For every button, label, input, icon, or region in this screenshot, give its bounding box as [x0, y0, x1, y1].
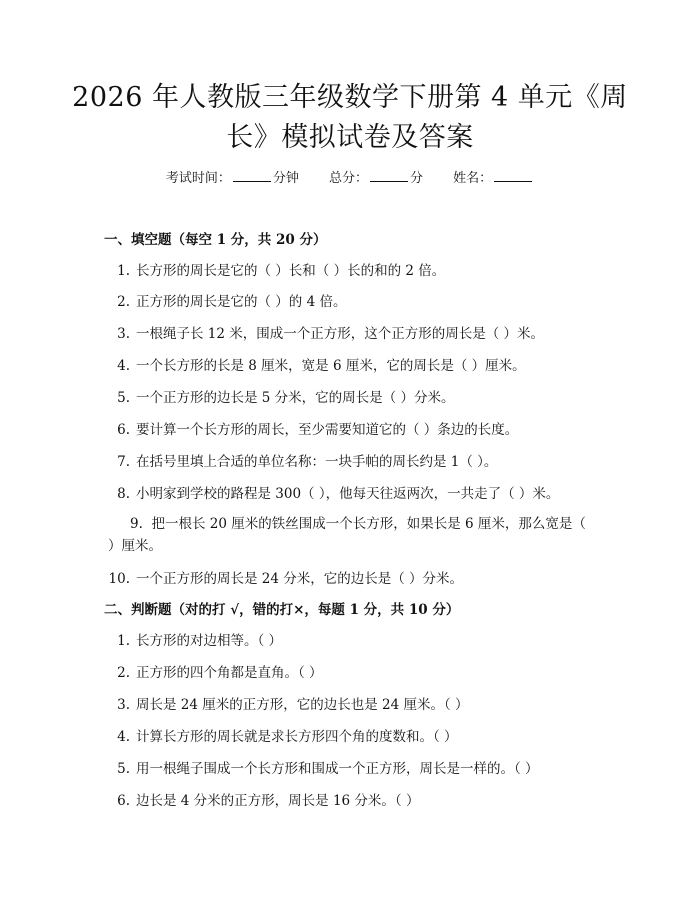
- question-number: 3.: [117, 326, 130, 342]
- name-label: 姓名：: [453, 171, 493, 186]
- page-title: [60, 78, 640, 158]
- question-number: 5.: [117, 390, 130, 406]
- question-text: 正方形的周长是它的（ ）的 4 倍。: [136, 294, 347, 310]
- question-number: 2.: [117, 294, 130, 310]
- question-text: 把一根长 20 厘米的铁丝围成一个长方形，如果长是 6 厘米，那么宽是（ ）厘米。: [108, 516, 586, 554]
- question-item-wrapped: [108, 513, 586, 557]
- question-number: 5.: [117, 761, 130, 777]
- question-text: 一个正方形的边长是 5 分米，它的周长是（ ）分米。: [136, 390, 455, 406]
- section-heading-true-false: 二、判断题（对的打 √，错的打×，每题 1 分，共 10 分）: [104, 602, 460, 618]
- section-heading-fill-in: 一、填空题（每空 1 分，共 20 分）: [104, 232, 327, 248]
- question-text: 长方形的对边相等。（ ）: [136, 633, 283, 649]
- question-text: 正方形的四个角都是直角。（ ）: [136, 665, 323, 681]
- score-unit: 分: [410, 171, 424, 186]
- title-line-1: 2026 年人教版三年级数学下册第 4 单元《周: [72, 82, 628, 113]
- question-number: 7.: [117, 454, 130, 470]
- question-text: 周长是 24 厘米的正方形，它的边长也是 24 厘米。（ ）: [136, 697, 469, 713]
- question-number: 1.: [117, 263, 130, 279]
- question-number: 10.: [108, 571, 130, 587]
- question-text: 一个正方形的周长是 24 分米，它的边长是（ ）分米。: [136, 571, 464, 587]
- question-number: 4.: [117, 729, 130, 745]
- question-text: 要计算一个长方形的周长，至少需要知道它的（ ）条边的长度。: [136, 422, 519, 438]
- score-field: [329, 171, 423, 186]
- title-line-2: 长》模拟试卷及答案: [226, 122, 474, 153]
- question-number: 3.: [117, 697, 130, 713]
- question-text: 用一根绳子围成一个长方形和围成一个正方形，周长是一样的。（ ）: [136, 761, 539, 777]
- score-blank: [370, 169, 408, 182]
- question-text: 计算长方形的周长就是求长方形四个角的度数和。（ ）: [136, 729, 458, 745]
- exam-meta: [0, 169, 700, 188]
- question-text: 边长是 4 分米的正方形，周长是 16 分米。（ ）: [136, 793, 420, 809]
- name-blank: [494, 169, 532, 182]
- question-number: 6.: [117, 422, 130, 438]
- question-number: 1.: [117, 633, 130, 649]
- question-text: 小明家到学校的路程是 300（ ），他每天往返两次，一共走了（ ）米。: [136, 486, 560, 502]
- question-number: 6.: [117, 793, 130, 809]
- question-number: 9.: [130, 516, 143, 532]
- question-text: 长方形的周长是它的（ ）长和（ ）长的和的 2 倍。: [136, 263, 446, 279]
- question-text: 一根绳子长 12 米，围成一个正方形，这个正方形的周长是（ ）米。: [136, 326, 545, 342]
- time-field: [166, 171, 299, 186]
- question-number: 8.: [117, 486, 130, 502]
- question-number: 2.: [117, 665, 130, 681]
- question-number: 4.: [117, 358, 130, 374]
- time-unit: 分钟: [272, 171, 299, 186]
- score-label: 总分：: [328, 171, 368, 186]
- question-text: 一个长方形的长是 8 厘米，宽是 6 厘米，它的周长是（ ）厘米。: [136, 358, 526, 374]
- time-label: 考试时间：: [165, 171, 231, 186]
- time-blank: [233, 169, 271, 182]
- name-field: [453, 171, 534, 186]
- question-text: 在括号里填上合适的单位名称：一块手帕的周长约是 1（ ）。: [136, 454, 498, 470]
